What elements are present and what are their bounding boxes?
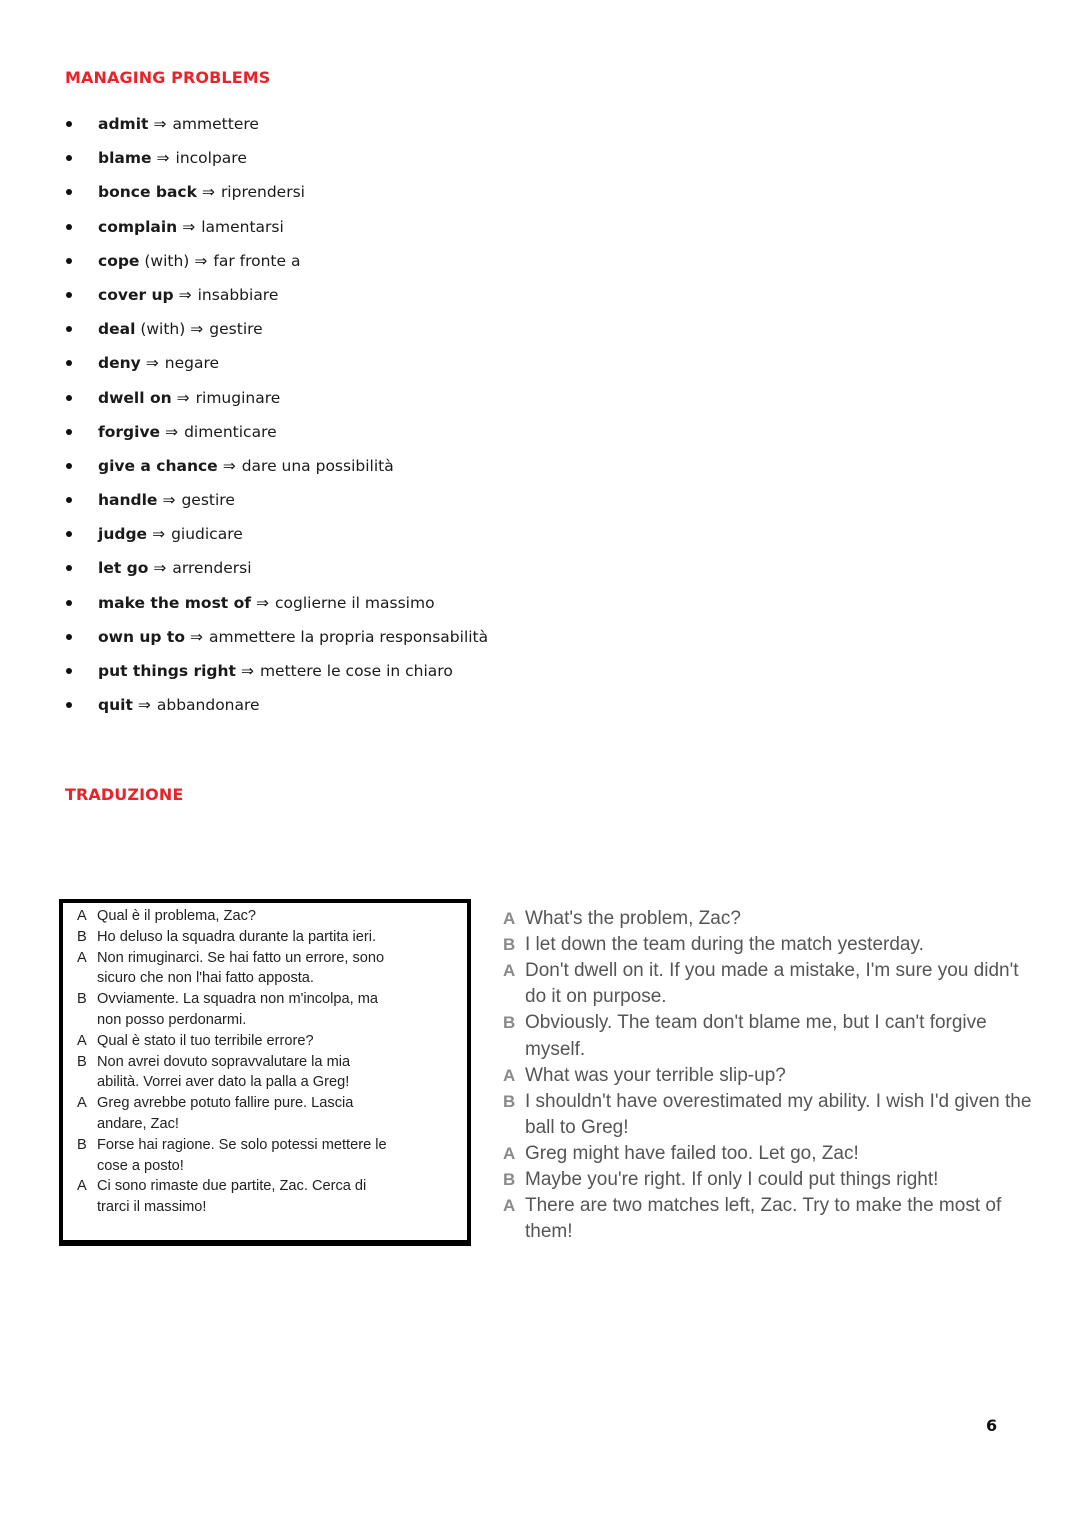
speaker-label: A	[77, 949, 87, 966]
vocab-item	[64, 455, 664, 489]
vocab-item	[64, 660, 664, 694]
bullet-icon	[66, 189, 72, 195]
arrow-icon: ⇒	[176, 388, 190, 407]
vocab-translation: ammettere	[172, 115, 259, 133]
bullet-icon	[66, 531, 72, 537]
italian-dialogue-line	[77, 1053, 350, 1071]
arrow-icon: ⇒	[182, 217, 196, 236]
bullet-icon	[66, 429, 72, 435]
bullet-icon	[66, 668, 72, 674]
vocab-term: complain	[98, 217, 178, 236]
vocab-term: quit	[98, 696, 133, 715]
dialogue-text: Maybe you're right. If only I could put things right!	[525, 1169, 939, 1190]
speaker-label: B	[503, 935, 516, 955]
vocab-entry	[98, 147, 247, 169]
arrow-icon: ⇒	[153, 559, 167, 578]
arrow-icon: ⇒	[137, 696, 151, 715]
dialogue-text: What's the problem, Zac?	[525, 908, 741, 929]
vocab-translation: rimuginare	[195, 388, 281, 407]
italian-dialogue-line	[77, 1136, 387, 1154]
arrow-icon: ⇒	[162, 491, 176, 510]
vocab-item	[64, 592, 664, 626]
vocab-item	[64, 694, 664, 728]
vocab-item	[64, 626, 664, 660]
vocab-entry	[98, 250, 300, 272]
bullet-icon	[66, 292, 72, 298]
speaker-label: B	[77, 1136, 87, 1153]
managing-problems-heading: MANAGING PROBLEMS	[65, 68, 271, 87]
dialogue-text: Obviously. The team don't blame me, but I can't forgive	[525, 1012, 987, 1034]
vocab-term: cope	[98, 251, 140, 270]
vocab-translation: arrendersi	[172, 559, 252, 578]
dialogue-text: Non avrei dovuto sopravvalutare la mia	[97, 1053, 351, 1070]
vocab-translation: far fronte a	[213, 251, 301, 270]
dialogue-text: Non rimuginarci. Se hai fatto un errore, sono	[97, 949, 385, 966]
dialogue-text: I shouldn't have overestimated my ability. I wish I'd given the	[525, 1090, 1032, 1112]
dialogue-text: sicuro che non l'hai fatto apposta.	[97, 970, 314, 987]
vocab-item	[64, 489, 664, 523]
vocabulary-list	[64, 113, 664, 728]
vocab-term-extra: (with)	[139, 251, 190, 270]
vocab-item	[64, 181, 664, 215]
vocab-entry	[98, 284, 278, 306]
bullet-icon	[66, 360, 72, 366]
dialogue-text: There are two matches left, Zac. Try to make the most of	[525, 1195, 1002, 1217]
vocab-translation: lamentarsi	[201, 217, 284, 236]
italian-dialogue-line	[77, 969, 314, 987]
vocab-entry	[98, 318, 263, 340]
arrow-icon: ⇒	[153, 115, 167, 133]
speaker-label: A	[503, 909, 516, 928]
arrow-icon: ⇒	[156, 149, 170, 168]
vocab-term: give a chance	[98, 456, 218, 475]
vocab-translation: giudicare	[171, 525, 243, 544]
vocab-term: deal	[98, 320, 136, 339]
speaker-label: B	[503, 1013, 516, 1033]
dialogue-text: Qual è stato il tuo terribile errore?	[97, 1032, 314, 1049]
italian-dialogue-line	[77, 1011, 246, 1029]
arrow-icon: ⇒	[152, 525, 166, 544]
vocab-entry	[98, 181, 305, 203]
vocab-entry	[98, 455, 394, 477]
italian-dialogue-line	[77, 990, 378, 1008]
italian-dialogue-content	[63, 903, 467, 1240]
arrow-icon: ⇒	[194, 251, 208, 270]
vocab-item	[64, 216, 664, 250]
italian-dialogue-line	[77, 1177, 366, 1195]
italian-dialogue-line	[77, 1198, 206, 1216]
bullet-icon	[66, 463, 72, 469]
bullet-icon	[66, 395, 72, 401]
speaker-label: B	[503, 1091, 516, 1111]
bullet-icon	[66, 224, 72, 230]
speaker-label: B	[503, 1170, 516, 1189]
dialogue-text: myself.	[525, 1038, 586, 1060]
dialogue-text: Greg avrebbe potuto fallire pure. Lascia	[97, 1095, 354, 1112]
speaker-label: A	[77, 1095, 87, 1112]
italian-dialogue-line	[77, 928, 376, 946]
dialogue-text: Greg might have failed too. Let go, Zac!	[525, 1142, 859, 1164]
vocab-item	[64, 284, 664, 318]
arrow-icon: ⇒	[165, 422, 179, 441]
vocab-entry	[98, 216, 284, 238]
arrow-icon: ⇒	[190, 320, 204, 339]
vocab-term: dwell on	[98, 388, 172, 407]
bullet-icon	[66, 497, 72, 503]
dialogue-text: Ci sono rimaste due partite, Zac. Cerca di	[97, 1178, 367, 1195]
vocab-translation: gestire	[209, 320, 263, 339]
dialogue-text: Qual è il problema, Zac?	[97, 908, 256, 924]
vocab-term: forgive	[98, 422, 161, 441]
speaker-label: B	[77, 928, 87, 945]
vocab-entry	[98, 387, 280, 409]
dialogue-text: abilità. Vorrei aver dato la palla a Greg!	[97, 1074, 350, 1091]
arrow-icon: ⇒	[240, 662, 254, 680]
vocab-entry	[98, 421, 277, 443]
italian-dialogue-line	[77, 1115, 179, 1133]
bullet-icon	[66, 600, 72, 606]
vocab-term: deny	[98, 354, 141, 373]
vocab-term: judge	[98, 525, 148, 544]
dialogue-text: ball to Greg!	[525, 1116, 629, 1138]
vocab-entry	[98, 660, 453, 682]
vocab-item	[64, 147, 664, 181]
vocab-item	[64, 352, 664, 386]
arrow-icon: ⇒	[256, 593, 269, 612]
vocab-item	[64, 250, 664, 284]
vocab-term: cover up	[98, 285, 174, 304]
vocab-translation: dimenticare	[184, 422, 277, 441]
vocab-term: own up to	[98, 627, 185, 646]
vocab-item	[64, 557, 664, 591]
speaker-label: B	[77, 991, 87, 1008]
vocab-translation: riprendersi	[220, 183, 305, 202]
dialogue-text: them!	[525, 1221, 573, 1243]
vocab-translation: mettere le cose in chiaro	[259, 662, 453, 680]
italian-dialogue-box	[59, 899, 471, 1246]
vocab-translation: dare una possibilità	[241, 456, 394, 475]
arrow-icon: ⇒	[222, 456, 236, 475]
vocab-term: handle	[98, 491, 158, 510]
vocab-translation: ammettere la propria responsabilità	[208, 627, 489, 646]
dialogue-text: Ovviamente. La squadra non m'incolpa, ma	[97, 991, 379, 1008]
speaker-label: A	[503, 1196, 516, 1216]
vocab-term: bonce back	[98, 183, 197, 202]
bullet-icon	[66, 634, 72, 640]
vocab-translation: negare	[164, 354, 220, 373]
italian-dialogue-line	[77, 1094, 353, 1112]
vocab-term: let go	[98, 559, 149, 578]
vocab-item	[64, 387, 664, 421]
bullet-icon	[66, 565, 72, 571]
bullet-icon	[66, 326, 72, 332]
vocab-term: make the most of	[98, 593, 251, 612]
arrow-icon: ⇒	[189, 627, 203, 646]
bullet-icon	[66, 702, 72, 708]
vocab-entry	[98, 557, 252, 579]
dialogue-text: non posso perdonarmi.	[97, 1012, 247, 1028]
vocab-entry	[98, 694, 260, 716]
translation-heading: TRADUZIONE	[65, 785, 184, 804]
speaker-label: A	[77, 1178, 87, 1195]
vocab-translation: coglierne il massimo	[275, 593, 435, 612]
speaker-label: A	[77, 908, 87, 924]
vocab-entry	[98, 489, 235, 511]
dialogue-text: Forse hai ragione. Se solo potessi mettere le	[97, 1136, 387, 1153]
speaker-label: A	[503, 1065, 516, 1085]
dialogue-text: cose a posto!	[97, 1157, 184, 1174]
dialogue-text: Ho deluso la squadra durante la partita ieri.	[97, 928, 377, 945]
vocab-term: put things right	[98, 662, 236, 680]
vocab-entry	[98, 592, 435, 614]
speaker-label: B	[77, 1053, 87, 1070]
speaker-label: A	[503, 1143, 516, 1163]
italian-dialogue-line	[77, 1032, 314, 1050]
dialogue-text: I let down the team during the match yesterday.	[525, 934, 924, 956]
bullet-icon	[66, 155, 72, 161]
italian-dialogue-line	[77, 907, 256, 925]
vocab-term: blame	[98, 149, 152, 168]
italian-dialogue-line	[77, 1157, 184, 1175]
vocab-translation: abbandonare	[156, 696, 260, 715]
bullet-icon	[66, 258, 72, 264]
bullet-icon	[66, 121, 72, 127]
italian-dialogue-line	[77, 1073, 349, 1091]
vocab-item	[64, 523, 664, 557]
speaker-label: A	[503, 961, 516, 981]
vocab-entry	[98, 626, 488, 648]
italian-dialogue-line	[77, 949, 384, 967]
dialogue-text: Don't dwell on it. If you made a mistake, I'm sure you didn't	[525, 960, 1019, 982]
vocab-translation: gestire	[181, 491, 235, 510]
vocab-entry	[98, 352, 219, 374]
vocab-item	[64, 421, 664, 455]
dialogue-text: andare, Zac!	[97, 1116, 179, 1132]
vocab-term: admit	[98, 115, 149, 133]
arrow-icon: ⇒	[201, 183, 215, 202]
vocab-item	[64, 113, 664, 147]
vocab-translation: incolpare	[175, 149, 247, 168]
dialogue-text: What was your terrible slip-up?	[525, 1064, 786, 1086]
dialogue-text: trarci il massimo!	[97, 1199, 207, 1216]
vocab-translation: insabbiare	[197, 285, 279, 304]
arrow-icon: ⇒	[178, 285, 192, 304]
vocab-term-extra: (with)	[135, 320, 186, 339]
dialogue-text: do it on purpose.	[525, 986, 667, 1008]
page-number: 6	[986, 1416, 998, 1435]
vocab-entry	[98, 113, 259, 135]
arrow-icon: ⇒	[145, 354, 159, 373]
speaker-label: A	[77, 1032, 87, 1049]
vocab-item	[64, 318, 664, 352]
vocab-entry	[98, 523, 243, 545]
